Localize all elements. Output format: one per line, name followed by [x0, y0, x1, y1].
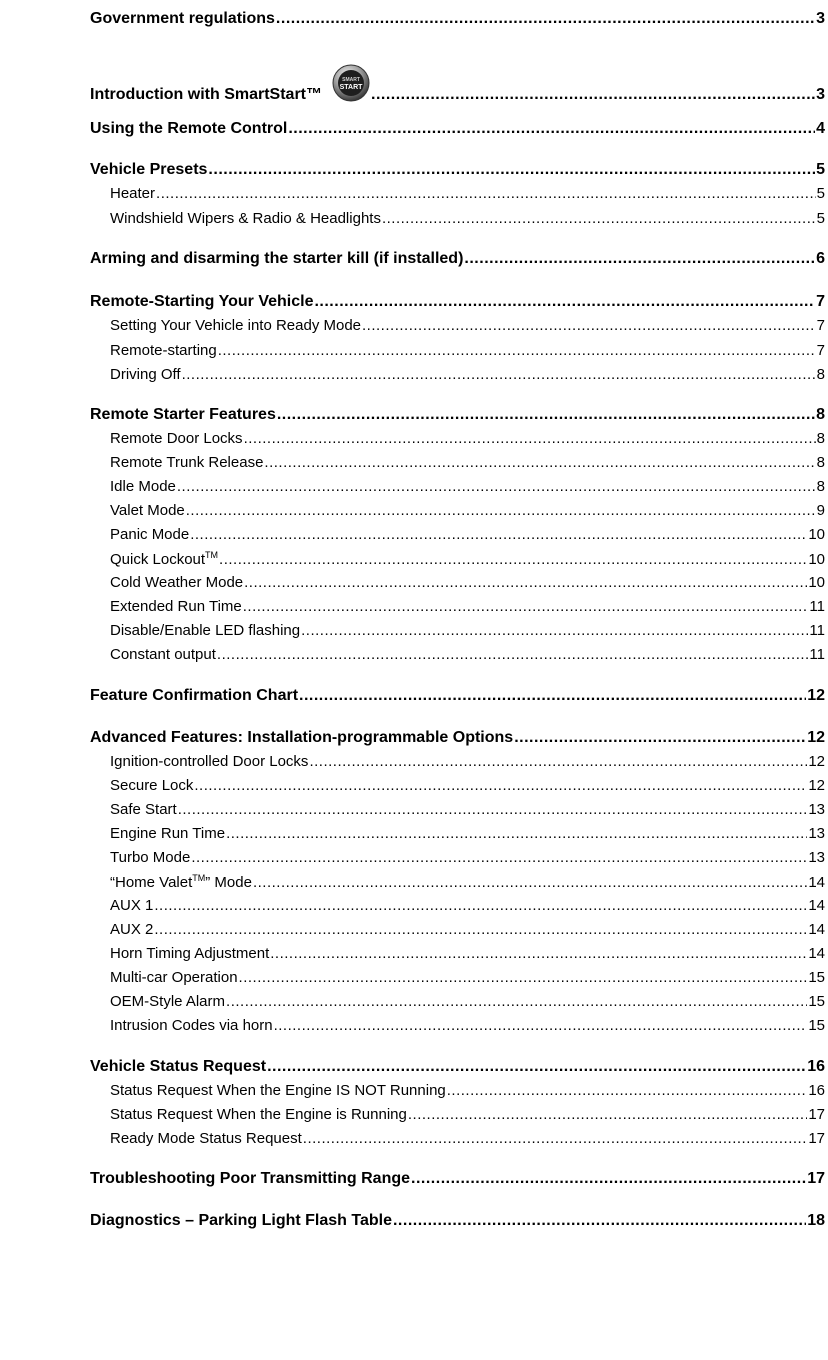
toc-page-number: 10 — [808, 574, 825, 591]
toc-page-number: 11 — [809, 598, 825, 615]
toc-page-number: 16 — [807, 1058, 825, 1075]
dot-leader — [239, 969, 808, 986]
toc-entry-label: Government regulations — [90, 10, 275, 27]
dot-leader — [154, 897, 807, 914]
toc-page-number: 15 — [808, 1017, 825, 1034]
toc-entry-link[interactable] — [110, 185, 825, 202]
toc-page-number: 11 — [809, 646, 825, 663]
toc-page-number: 5 — [816, 210, 825, 227]
toc-entry-label: Remote Door Locks — [110, 430, 243, 447]
dot-leader — [382, 210, 816, 227]
toc-entry-link[interactable] — [90, 687, 825, 705]
toc-entry-link[interactable] — [110, 753, 825, 770]
toc-entry-label: Arming and disarming the starter kill (if installed) — [90, 250, 464, 267]
dot-leader — [156, 185, 816, 202]
toc-entry-link[interactable] — [110, 993, 825, 1010]
toc-entry-label: Cold Weather Mode — [110, 574, 244, 591]
toc-entry-label: Engine Run Time — [110, 825, 226, 842]
toc-page-number: 12 — [808, 753, 825, 770]
toc-page-number: 11 — [809, 622, 825, 639]
toc-entry-link[interactable] — [110, 317, 825, 334]
toc-entry-label: Introduction with SmartStart™ SMART START — [90, 76, 370, 114]
dot-leader — [178, 801, 808, 818]
toc-entry-link[interactable] — [110, 1017, 825, 1034]
toc-entry-label: Vehicle Presets — [90, 161, 208, 178]
toc-page-number: 8 — [816, 366, 825, 383]
toc-entry-label: Panic Mode — [110, 526, 190, 543]
dot-leader — [243, 598, 809, 615]
toc-entry-label: Using the Remote Control — [90, 120, 288, 137]
toc-entry-link[interactable] — [110, 921, 825, 938]
dot-leader — [362, 317, 816, 334]
toc-page-number: 12 — [807, 729, 825, 746]
dot-leader — [154, 921, 807, 938]
toc-page-number: 12 — [808, 777, 825, 794]
toc-entry-link[interactable] — [110, 1130, 825, 1147]
toc-page-number: 14 — [808, 874, 825, 891]
toc-page-number: 8 — [816, 430, 825, 447]
toc-entry-label: Driving Off — [110, 366, 181, 383]
toc-entry-link[interactable] — [110, 646, 825, 663]
toc-entry-label: Idle Mode — [110, 478, 176, 495]
toc-page-number: 7 — [816, 342, 825, 359]
toc-entry-label: Status Request When the Engine IS NOT Running — [110, 1082, 446, 1099]
dot-leader — [194, 777, 807, 794]
toc-entry-label: “Home Valet™” Mode — [110, 873, 252, 891]
dot-leader — [408, 1106, 807, 1123]
toc-entry-label: Constant output — [110, 646, 216, 663]
toc-entry-label: Disable/Enable LED flashing — [110, 622, 301, 639]
toc-entry-link[interactable] — [110, 574, 825, 591]
dot-leader — [514, 729, 806, 747]
toc-entry-link[interactable] — [110, 1106, 825, 1123]
dot-leader — [218, 342, 816, 359]
dot-leader — [208, 161, 815, 179]
toc-entry-link[interactable] — [110, 342, 825, 359]
dot-leader — [393, 1212, 806, 1230]
toc-page-number: 15 — [808, 969, 825, 986]
toc-entry-link[interactable] — [110, 801, 825, 818]
toc-page-number: 3 — [816, 86, 825, 104]
dot-leader — [177, 478, 816, 495]
toc-entry-label: Troubleshooting Poor Transmitting Range — [90, 1170, 411, 1187]
trademark-superscript: TM — [192, 873, 206, 883]
toc-page-number: 9 — [816, 502, 825, 519]
dot-leader — [253, 874, 807, 891]
toc-entry-label: Multi-car Operation — [110, 969, 238, 986]
toc-entry-label: Windshield Wipers & Radio & Headlights — [110, 210, 381, 227]
dot-leader — [303, 1130, 808, 1147]
toc-page-number: 16 — [808, 1082, 825, 1099]
toc-entry-link[interactable] — [90, 161, 825, 179]
dot-leader — [191, 849, 807, 866]
dot-leader — [371, 86, 815, 104]
toc-page-number: 10 — [808, 526, 825, 543]
toc-entry-label: Secure Lock — [110, 777, 194, 794]
toc-entry-label: Valet Mode — [110, 502, 185, 519]
toc-entry-label: Remote Trunk Release — [110, 454, 264, 471]
toc-page-number: 13 — [808, 849, 825, 866]
dot-leader — [182, 366, 816, 383]
dot-leader — [244, 430, 816, 447]
toc-entry-link[interactable] — [90, 76, 825, 114]
toc-entry-link[interactable] — [90, 1170, 825, 1188]
dot-leader — [288, 120, 815, 138]
toc-entry-link[interactable] — [90, 1058, 825, 1076]
dot-leader — [226, 825, 807, 842]
dot-leader — [309, 753, 807, 770]
trademark-superscript: TM — [205, 550, 219, 560]
toc-entry-label: Advanced Features: Installation-programmable Options — [90, 729, 514, 746]
toc-entry-label: Safe Start — [110, 801, 177, 818]
toc-entry-link[interactable] — [110, 825, 825, 842]
toc-entry-link[interactable] — [90, 293, 825, 311]
toc-entry-link[interactable] — [110, 210, 825, 227]
dot-leader — [447, 1082, 808, 1099]
toc-page-number: 3 — [816, 10, 825, 27]
toc-entry-link[interactable] — [110, 478, 825, 495]
dot-leader — [411, 1170, 806, 1188]
toc-page-number: 18 — [807, 1212, 825, 1229]
toc-entry-link[interactable] — [90, 250, 825, 268]
toc-page-number: 14 — [808, 921, 825, 938]
toc-page-number: 8 — [816, 454, 825, 471]
toc-entry-link[interactable] — [110, 945, 825, 962]
toc-page-number: 17 — [807, 1170, 825, 1187]
toc-page-number: 8 — [816, 478, 825, 495]
toc-page-number: 14 — [808, 897, 825, 914]
toc-entry-label: Horn Timing Adjustment — [110, 945, 270, 962]
toc-page-number: 13 — [808, 801, 825, 818]
toc-entry-link[interactable] — [110, 1082, 825, 1099]
toc-page-number: 4 — [816, 120, 825, 137]
toc-entry-link[interactable] — [110, 526, 825, 543]
dot-leader — [276, 10, 815, 28]
toc-entry-label: OEM-Style Alarm — [110, 993, 226, 1010]
toc-entry-label: AUX 1 — [110, 897, 154, 914]
toc-page-number: 17 — [808, 1130, 825, 1147]
toc-page-number: 12 — [807, 687, 825, 704]
dot-leader — [314, 293, 815, 311]
toc-entry-label: Ready Mode Status Request — [110, 1130, 302, 1147]
toc-entry-link[interactable] — [90, 1212, 825, 1230]
toc-entry-link[interactable] — [110, 897, 825, 914]
toc-entry-link[interactable] — [110, 598, 825, 615]
toc-page-number: 5 — [816, 161, 825, 178]
toc-entry-link[interactable] — [90, 120, 825, 138]
toc-page-number: 7 — [816, 293, 825, 310]
toc-entry-label: Status Request When the Engine is Running — [110, 1106, 407, 1123]
smartstart-logo-icon — [332, 64, 370, 102]
toc-page-number: 7 — [816, 317, 825, 334]
dot-leader — [274, 1017, 808, 1034]
dot-leader — [217, 646, 809, 663]
toc-page-number: 15 — [808, 993, 825, 1010]
logo-text-bottom: START — [339, 84, 363, 91]
toc-entry-label: Diagnostics – Parking Light Flash Table — [90, 1212, 392, 1229]
toc-entry-label: Remote Starter Features — [90, 406, 276, 423]
toc-entry-label: Remote-Starting Your Vehicle — [90, 293, 314, 310]
toc-page-number: 8 — [816, 406, 825, 423]
toc-entry-label: Ignition-controlled Door Locks — [110, 753, 309, 770]
toc-entry-label: Feature Confirmation Chart — [90, 687, 299, 704]
dot-leader — [267, 1058, 806, 1076]
toc-entry-link[interactable] — [110, 969, 825, 986]
logo-text-top: SMART — [342, 77, 360, 83]
toc-entry-link[interactable] — [110, 550, 825, 568]
toc-entry-link[interactable] — [110, 849, 825, 866]
dot-leader — [186, 502, 816, 519]
toc-page-number: 6 — [816, 250, 825, 267]
toc-entry-link[interactable] — [110, 430, 825, 447]
toc-entry-link[interactable] — [90, 10, 825, 28]
toc-page-number: 5 — [816, 185, 825, 202]
dot-leader — [301, 622, 808, 639]
dot-leader — [299, 687, 806, 705]
dot-leader — [464, 250, 815, 268]
dot-leader — [264, 454, 815, 471]
toc-entry-label: Intrusion Codes via horn — [110, 1017, 273, 1034]
toc-entry-link[interactable] — [110, 777, 825, 794]
toc-entry-label: AUX 2 — [110, 921, 154, 938]
dot-leader — [277, 406, 815, 424]
toc-entry-link[interactable] — [110, 502, 825, 519]
dot-leader — [190, 526, 807, 543]
toc-entry-label: Extended Run Time — [110, 598, 242, 615]
toc-page-number: 14 — [808, 945, 825, 962]
toc-entry-label: Quick Lockout™ — [110, 550, 219, 568]
dot-leader — [270, 945, 807, 962]
toc-page-number: 13 — [808, 825, 825, 842]
toc-page-number: 17 — [808, 1106, 825, 1123]
toc-entry-label: Setting Your Vehicle into Ready Mode — [110, 317, 362, 334]
toc-entry-label: Vehicle Status Request — [90, 1058, 267, 1075]
toc-entry-link[interactable] — [110, 366, 825, 383]
toc-entry-label: Remote-starting — [110, 342, 217, 359]
dot-leader — [219, 551, 807, 568]
toc-entry-link[interactable] — [110, 873, 825, 891]
toc-entry-link[interactable] — [90, 406, 825, 424]
toc-page-number: 10 — [808, 551, 825, 568]
toc-entry-link[interactable] — [110, 622, 825, 639]
dot-leader — [226, 993, 807, 1010]
toc-entry-label: Heater — [110, 185, 156, 202]
dot-leader — [244, 574, 807, 591]
toc-entry-label: Turbo Mode — [110, 849, 191, 866]
toc-entry-link[interactable] — [90, 729, 825, 747]
toc-entry-link[interactable] — [110, 454, 825, 471]
